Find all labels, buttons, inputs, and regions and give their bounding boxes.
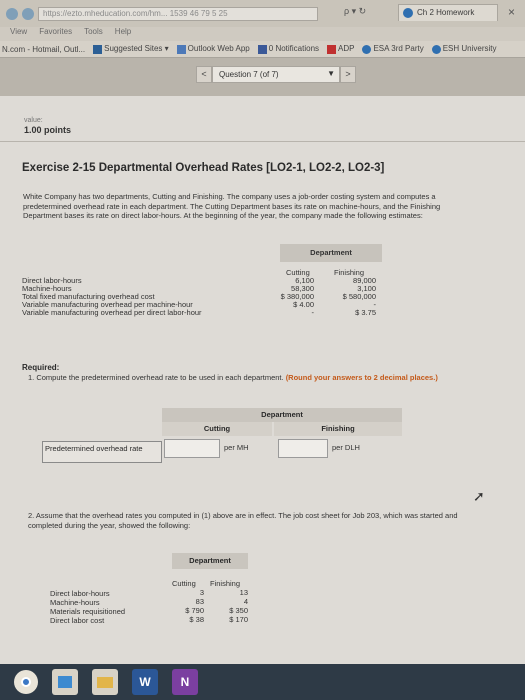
cutting-values xyxy=(256,277,314,317)
answer-cutting-header: Cutting xyxy=(162,422,272,436)
cell: $ 350 xyxy=(229,606,248,615)
job-row-labels xyxy=(50,589,125,625)
chrome-icon[interactable] xyxy=(14,670,38,694)
value-label: value: xyxy=(24,117,43,124)
row-label: Direct labor cost xyxy=(50,616,105,625)
row-label: Direct labor-hours xyxy=(22,276,82,285)
row-label: Materials requisitioned xyxy=(50,607,126,616)
adp-icon xyxy=(327,45,336,54)
cell: 3 xyxy=(199,588,204,597)
cell: $ 4.00 xyxy=(293,300,314,309)
fav-esa[interactable]: ESA 3rd Party xyxy=(362,44,423,53)
answer-department-header: Department xyxy=(162,408,402,422)
row-label: Machine-hours xyxy=(50,598,100,607)
fav-hotmail[interactable]: N.com - Hotmail, Outl... xyxy=(2,44,86,54)
taskbar xyxy=(0,664,525,700)
question-navigation xyxy=(196,65,376,84)
job-finishing-values xyxy=(208,588,248,624)
answer-finishing-header: Finishing xyxy=(274,422,402,436)
row-label: Variable manufacturing overhead per machine-hour xyxy=(22,300,193,309)
row-label: Variable manufacturing overhead per direct labor-hour xyxy=(22,308,202,317)
exercise-intro: White Company has two departments, Cutting and Finishing. The company uses a job-order costing system and computes a predetermined overhead rate in each department. The Cutting Department bases its rate on machine-hours, and the Finishing Department bases its rate on direct labor-hours. At the beginning of the year, the company made the following estimates: xyxy=(23,192,441,220)
suggested-sites-icon xyxy=(93,45,102,54)
favorites-bar xyxy=(0,41,525,58)
question-select[interactable] xyxy=(212,66,340,83)
finishing-rate-input[interactable] xyxy=(278,439,328,458)
cell: $ 170 xyxy=(229,615,248,624)
tab-title: Ch 2 Homework xyxy=(417,8,475,17)
row-label: Machine-hours xyxy=(22,284,72,293)
menu-view[interactable]: View xyxy=(10,27,28,36)
cell: $ 3.75 xyxy=(355,308,376,317)
row-label: Total fixed manufacturing overhead cost xyxy=(22,292,155,301)
predetermined-rate-label: Predetermined overhead rate xyxy=(42,441,162,463)
fav-notifications[interactable]: 0 Notifications xyxy=(258,44,319,53)
cell: 4 xyxy=(243,597,248,606)
requirement-1-text: 1. Compute the predetermined overhead rate to be used in each department. xyxy=(28,373,284,382)
rounding-note: (Round your answers to 2 decimal places.) xyxy=(285,373,438,382)
ie-icon xyxy=(403,8,413,18)
job-col-cutting-header: Cutting xyxy=(172,579,196,588)
onenote-icon[interactable]: N xyxy=(172,669,198,695)
cell: 13 xyxy=(239,588,248,597)
finishing-values xyxy=(318,277,376,317)
cutting-rate-input[interactable] xyxy=(164,439,220,458)
col-finishing: Finishing xyxy=(334,268,365,277)
cell: 6,100 xyxy=(295,276,314,285)
row-label: Direct labor-hours xyxy=(50,589,110,598)
menu-bar xyxy=(0,27,525,41)
cell: - xyxy=(311,308,314,317)
cell: $ 38 xyxy=(189,615,204,624)
cell: $ 790 xyxy=(185,606,204,615)
mouse-cursor-icon: ➚ xyxy=(473,488,485,504)
cell: 3,100 xyxy=(357,284,376,293)
department-header: Department xyxy=(280,244,382,262)
back-icon[interactable] xyxy=(6,8,18,20)
cell: - xyxy=(373,300,376,309)
outlook-icon xyxy=(177,45,186,54)
finishing-unit: per DLH xyxy=(332,443,360,452)
menu-tools[interactable]: Tools xyxy=(84,27,103,36)
browser-tab[interactable] xyxy=(398,4,498,21)
facebook-icon xyxy=(258,45,267,54)
question-select-value: Question 7 (of 7) xyxy=(219,70,279,79)
next-question-button[interactable]: > xyxy=(340,66,356,83)
fav-adp[interactable]: ADP xyxy=(327,44,354,53)
cell: 83 xyxy=(195,597,204,606)
requirement-2: 2. Assume that the overhead rates you computed in (1) above are in effect. The job cost sheet for Job 203, which was started and completed during the year, showed the following: xyxy=(28,511,458,530)
cell: $ 580,000 xyxy=(342,292,376,301)
points-value: 1.00 points xyxy=(24,125,72,135)
job-cutting-values xyxy=(162,588,204,624)
exercise-title: Exercise 2-15 Departmental Overhead Rates [LO2-1, LO2-2, LO2-3] xyxy=(22,162,385,174)
cell: 58,300 xyxy=(291,284,314,293)
word-icon[interactable]: W xyxy=(132,669,158,695)
requirement-1 xyxy=(28,373,448,383)
fav-esh[interactable]: ESH University xyxy=(432,44,497,53)
search-refresh-icon[interactable]: ρ ▾ ↻ xyxy=(344,6,367,16)
col-cutting: Cutting xyxy=(286,268,310,277)
job-department-header: Department xyxy=(172,553,248,569)
answer-table xyxy=(42,408,402,468)
close-tab-icon[interactable]: × xyxy=(508,5,516,19)
divider xyxy=(0,141,525,142)
row-labels xyxy=(22,277,202,317)
ie-icon xyxy=(362,45,371,54)
menu-favorites[interactable]: Favorites xyxy=(39,27,73,36)
ie-icon xyxy=(432,45,441,54)
required-heading: Required: xyxy=(22,363,60,372)
fav-outlook[interactable]: Outlook Web App xyxy=(177,44,250,53)
folder-icon[interactable] xyxy=(92,669,118,695)
job-col-finishing-header: Finishing xyxy=(210,579,241,588)
chevron-down-icon: ▼ xyxy=(327,69,335,78)
menu-help[interactable]: Help xyxy=(114,27,132,36)
forward-icon[interactable] xyxy=(22,8,34,20)
address-bar[interactable]: https://ezto.mheducation.com/hm... 1539 46 79 5 25 xyxy=(38,7,318,21)
cutting-unit: per MH xyxy=(224,443,249,452)
question-page xyxy=(0,96,525,664)
cell: 89,000 xyxy=(353,276,376,285)
fav-suggested[interactable]: Suggested Sites ▾ xyxy=(93,44,169,53)
cell: $ 380,000 xyxy=(280,292,314,301)
prev-question-button[interactable]: < xyxy=(196,66,212,83)
explorer-icon[interactable] xyxy=(52,669,78,695)
